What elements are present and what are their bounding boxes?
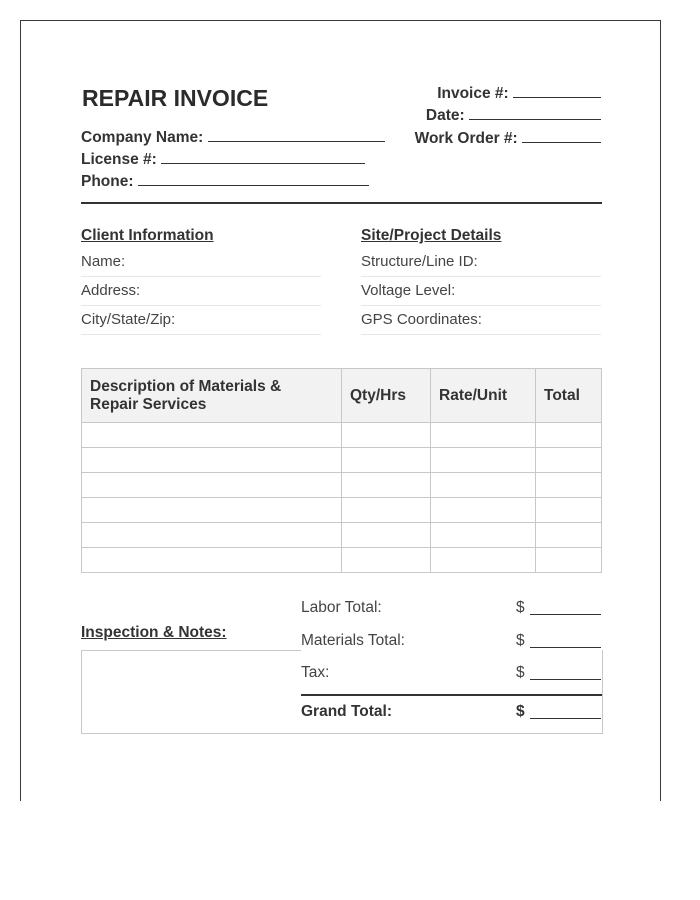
license-line[interactable] <box>161 150 365 164</box>
column-header-rate-unit: Rate/Unit <box>431 369 536 423</box>
invoice-number-label: Invoice #: <box>437 85 509 102</box>
table-row <box>82 523 602 548</box>
rate-cell[interactable] <box>431 548 536 573</box>
invoice-sheet <box>20 20 661 801</box>
date-line[interactable] <box>469 106 601 120</box>
table-row <box>82 548 602 573</box>
description-cell[interactable] <box>82 448 342 473</box>
client-info-heading: Client Information <box>81 227 214 244</box>
tax-row <box>301 664 602 684</box>
total-cell[interactable] <box>536 423 602 448</box>
inspection-notes-heading: Inspection & Notes: <box>81 624 227 641</box>
phone-label: Phone: <box>81 173 134 190</box>
phone-field <box>81 172 369 191</box>
qty-cell[interactable] <box>342 448 431 473</box>
currency-symbol: $ <box>516 632 525 649</box>
date-field <box>426 106 601 125</box>
total-cell[interactable] <box>536 548 602 573</box>
labor-total-line[interactable] <box>530 601 601 615</box>
rate-cell[interactable] <box>431 498 536 523</box>
column-header-description: Description of Materials & Repair Services <box>82 369 342 423</box>
header-divider <box>81 202 602 204</box>
total-cell[interactable] <box>536 523 602 548</box>
client-city-state-zip-field[interactable]: City/State/Zip: <box>81 311 321 335</box>
invoice-number-line[interactable] <box>513 84 601 98</box>
company-name-label: Company Name: <box>81 129 204 146</box>
total-cell[interactable] <box>536 498 602 523</box>
invoice-number-field <box>437 84 601 103</box>
description-cell[interactable] <box>82 523 342 548</box>
client-address-field[interactable]: Address: <box>81 282 321 306</box>
work-order-label: Work Order #: <box>414 130 518 147</box>
description-cell[interactable] <box>82 473 342 498</box>
currency-symbol: $ <box>516 599 525 616</box>
qty-cell[interactable] <box>342 548 431 573</box>
tax-line[interactable] <box>530 666 601 680</box>
license-field <box>81 150 365 169</box>
gps-coordinates-field[interactable]: GPS Coordinates: <box>361 311 601 335</box>
column-header-qty-hrs: Qty/Hrs <box>342 369 431 423</box>
column-header-total: Total <box>536 369 602 423</box>
date-label: Date: <box>425 107 465 124</box>
materials-total-row <box>301 632 602 652</box>
tax-label: Tax: <box>301 664 330 681</box>
description-cell[interactable] <box>82 423 342 448</box>
qty-cell[interactable] <box>342 423 431 448</box>
total-cell[interactable] <box>536 448 602 473</box>
company-name-line[interactable] <box>208 128 385 142</box>
currency-symbol: $ <box>516 703 525 720</box>
grand-total-row <box>301 703 602 723</box>
qty-cell[interactable] <box>342 498 431 523</box>
labor-total-row <box>301 599 602 619</box>
table-row <box>82 423 602 448</box>
grand-total-line[interactable] <box>530 705 601 719</box>
license-label: License #: <box>81 151 157 168</box>
rate-cell[interactable] <box>431 423 536 448</box>
grand-total-label: Grand Total: <box>301 703 392 720</box>
total-cell[interactable] <box>536 473 602 498</box>
description-cell[interactable] <box>82 498 342 523</box>
description-cell[interactable] <box>82 548 342 573</box>
company-name-field <box>81 128 385 147</box>
page-title: REPAIR INVOICE <box>82 85 269 111</box>
client-name-field[interactable]: Name: <box>81 253 321 277</box>
qty-cell[interactable] <box>342 523 431 548</box>
materials-total-line[interactable] <box>530 634 601 648</box>
voltage-level-field[interactable]: Voltage Level: <box>361 282 601 306</box>
line-items-table <box>81 368 602 573</box>
grand-total-divider <box>301 694 602 696</box>
currency-symbol: $ <box>516 664 525 681</box>
labor-total-label: Labor Total: <box>301 599 382 616</box>
structure-line-id-field[interactable]: Structure/Line ID: <box>361 253 601 277</box>
table-header-row <box>82 369 602 423</box>
work-order-field <box>415 129 601 148</box>
qty-cell[interactable] <box>342 473 431 498</box>
site-details-heading: Site/Project Details <box>361 227 502 244</box>
materials-total-label: Materials Total: <box>301 632 405 649</box>
work-order-line[interactable] <box>522 129 601 143</box>
table-row <box>82 448 602 473</box>
rate-cell[interactable] <box>431 473 536 498</box>
phone-line[interactable] <box>138 172 369 186</box>
table-row <box>82 498 602 523</box>
rate-cell[interactable] <box>431 448 536 473</box>
rate-cell[interactable] <box>431 523 536 548</box>
table-row <box>82 473 602 498</box>
